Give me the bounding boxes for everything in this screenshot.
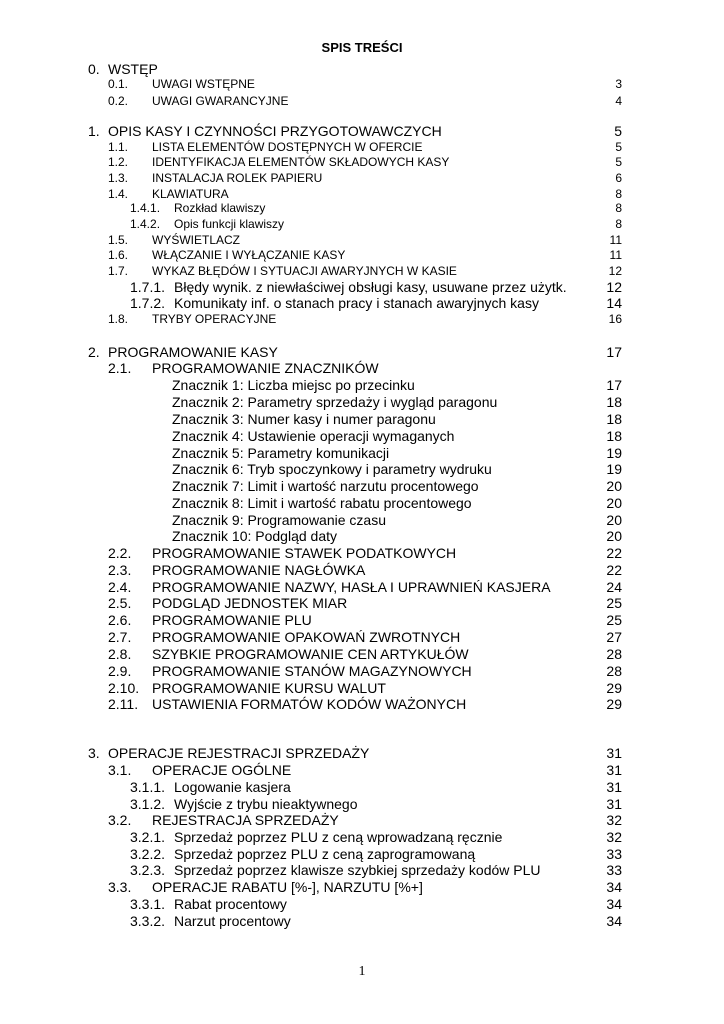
toc-entry-page: 19 <box>606 461 622 477</box>
toc-entry-page: 31 <box>606 779 622 795</box>
toc-entry-page: 5 <box>614 123 622 139</box>
toc-entry-page: 17 <box>606 344 622 360</box>
toc-entry-number: 1.7. <box>108 264 129 278</box>
toc-entry-number: 1.7.2. <box>130 295 166 311</box>
toc-entry-page: 34 <box>606 879 622 895</box>
toc-entry <box>0 76 724 92</box>
toc-entry-title: PROGRAMOWANIE STANÓW MAGAZYNOWYCH <box>152 663 472 679</box>
toc-entry <box>0 912 724 930</box>
toc-entry-title: PROGRAMOWANIE KURSU WALUT <box>152 680 386 696</box>
toc-entry-title: Znacznik 6: Tryb spoczynkowy i parametry wydruku <box>172 461 492 477</box>
toc-entry-page: 20 <box>606 512 622 528</box>
toc-entry-page: 18 <box>606 411 622 427</box>
toc-entry-page: 8 <box>615 217 622 231</box>
toc-entry-title: Logowanie kasjera <box>174 779 291 795</box>
toc-entry-page: 31 <box>606 796 622 812</box>
toc-entry-title: Znacznik 5: Parametry komunikacji <box>172 445 390 461</box>
toc-entry-number: 2. <box>88 344 100 360</box>
toc-entry-page: 27 <box>606 629 622 645</box>
toc-entry <box>0 232 724 248</box>
toc-entry-number: 2.1. <box>108 360 132 376</box>
toc-entry-number: 1. <box>88 123 100 139</box>
toc-entry-title: Znacznik 2: Parametry sprzedaży i wygląd paragonu <box>172 394 498 410</box>
toc-entry <box>0 359 724 377</box>
toc-entry <box>0 200 724 216</box>
toc-entry-page: 18 <box>606 394 622 410</box>
toc-entry-number: 2.9. <box>108 663 132 679</box>
toc-entry-page: 25 <box>606 612 622 628</box>
toc-entry-number: 1.3. <box>108 171 129 185</box>
toc-entry <box>0 477 724 495</box>
toc-entry <box>0 561 724 579</box>
toc-entry <box>0 427 724 445</box>
toc-entry <box>0 811 724 829</box>
toc-entry-title: USTAWIENIA FORMATÓW KODÓW WAŻONYCH <box>152 696 467 712</box>
toc-entry <box>0 662 724 680</box>
toc-entry-page: 22 <box>606 562 622 578</box>
toc-entry <box>0 628 724 646</box>
toc-entry-title: OPERACJE OGÓLNE <box>152 762 292 778</box>
toc-entry-number: 2.2. <box>108 545 132 561</box>
toc-entry-title: Błędy wynik. z niewłaściwej obsługi kasy, usuwane przez użytk. <box>174 279 567 295</box>
toc-entry-title: Komunikaty inf. o stanach pracy i stanach awaryjnych kasy <box>174 295 539 311</box>
toc-entry-title: Rabat procentowy <box>174 896 287 912</box>
toc-entry-number: 3. <box>88 745 100 761</box>
toc-entry-number: 3.2. <box>108 812 132 828</box>
toc-entry <box>0 695 724 713</box>
toc-entry-title: PODGLĄD JEDNOSTEK MIAR <box>152 595 348 611</box>
toc-entry-number: 3.2.1. <box>130 829 166 845</box>
toc-entry-title: Znacznik 7: Limit i wartość narzutu procentowego <box>172 478 479 494</box>
toc-entry <box>0 393 724 411</box>
toc-entry-title: WŁĄCZANIE I WYŁĄCZANIE KASY <box>152 248 346 262</box>
toc-entry-title: Znacznik 9: Programowanie czasu <box>172 512 386 528</box>
toc-entry <box>0 216 724 232</box>
toc-entry-title: Znacznik 3: Numer kasy i numer paragonu <box>172 411 436 427</box>
toc-entry-number: 2.10. <box>108 680 140 696</box>
toc-entry <box>0 895 724 913</box>
toc-entry-title: Opis funkcji klawiszy <box>174 217 285 231</box>
toc-entry <box>0 93 724 109</box>
toc-entry-page: 28 <box>606 646 622 662</box>
toc-entry-page: 19 <box>606 445 622 461</box>
toc-entry-page: 29 <box>606 680 622 696</box>
toc-entry-number: 3.2.3. <box>130 862 166 878</box>
toc-entry-number: 2.3. <box>108 562 132 578</box>
toc-entry-number: 0.2. <box>108 94 129 108</box>
toc-entry <box>0 139 724 155</box>
toc-entry-title: OPIS KASY I CZYNNOŚCI PRZYGOTOWAWCZYCH <box>108 123 442 139</box>
toc-entry <box>0 744 724 762</box>
toc-entry <box>0 594 724 612</box>
toc-entry-number: 1.4. <box>108 187 129 201</box>
toc-entry-page: 3 <box>615 77 622 91</box>
toc-entry-title: Sprzedaż poprzez PLU z ceną zaprogramowaną <box>174 846 476 862</box>
toc-entry-title: SZYBKIE PROGRAMOWANIE CEN ARTYKUŁÓW <box>152 646 469 662</box>
toc-entry-page: 31 <box>606 762 622 778</box>
toc-entry-title: TRYBY OPERACYJNE <box>152 312 277 326</box>
toc-entry-number: 2.6. <box>108 612 132 628</box>
toc-entry-number: 1.1. <box>108 140 129 154</box>
toc-entry-number: 1.8. <box>108 312 129 326</box>
toc-entry-page: 6 <box>615 171 622 185</box>
toc-entry <box>0 544 724 562</box>
toc-entry-number: 3.1. <box>108 762 132 778</box>
toc-entry-page: 20 <box>606 478 622 494</box>
toc-entry-page: 18 <box>606 428 622 444</box>
toc-entry-page: 17 <box>606 377 622 393</box>
toc-entry-page: 8 <box>615 187 622 201</box>
toc-entry <box>0 376 724 394</box>
toc-entry-title: Znacznik 8: Limit i wartość rabatu procentowego <box>172 495 472 511</box>
toc-entry-page: 32 <box>606 812 622 828</box>
toc-entry-number: 3.3.1. <box>130 896 166 912</box>
toc-entry-page: 16 <box>608 312 622 326</box>
toc-entry-page: 8 <box>615 201 622 215</box>
toc-entry-title: KLAWIATURA <box>152 187 229 201</box>
toc-entry <box>0 410 724 428</box>
toc-entry-page: 22 <box>606 545 622 561</box>
toc-entry-page: 31 <box>606 745 622 761</box>
toc-entry-title: WYŚWIETLACZ <box>152 233 241 247</box>
toc-entry-page: 4 <box>615 94 622 108</box>
toc-entry-title: WSTĘP <box>108 61 158 77</box>
toc-entry-title: Narzut procentowy <box>174 913 291 929</box>
toc-entry <box>0 311 724 327</box>
page-number-footer: 1 <box>358 964 366 979</box>
toc-entry-title: OPERACJE REJESTRACJI SPRZEDAŻY <box>108 745 370 761</box>
toc-entry-title: Znacznik 1: Liczba miejsc po przecinku <box>172 377 415 393</box>
toc-entry <box>0 263 724 279</box>
toc-entry-page: 32 <box>606 829 622 845</box>
toc-entry <box>0 154 724 170</box>
toc-entry-title: Znacznik 4: Ustawienie operacji wymaganych <box>172 428 455 444</box>
toc-entry <box>0 828 724 846</box>
toc-entry-page: 11 <box>609 248 622 262</box>
toc-entry <box>0 611 724 629</box>
toc-entry-title: Rozkład klawiszy <box>174 201 266 215</box>
toc-entry <box>0 645 724 663</box>
toc-entry-title: Znacznik 10: Podgląd daty <box>172 528 337 544</box>
toc-entry-number: 0.1. <box>108 77 129 91</box>
toc-entry-number: 2.7. <box>108 629 132 645</box>
toc-entry-title: PROGRAMOWANIE STAWEK PODATKOWYCH <box>152 545 457 561</box>
toc-entry-page: 12 <box>608 264 622 278</box>
toc-entry-number: 1.6. <box>108 248 129 262</box>
toc-entry-number: 2.11. <box>108 696 139 712</box>
toc-entry-title: LISTA ELEMENTÓW DOSTĘPNYCH W OFERCIE <box>152 140 423 154</box>
toc-entry-number: 2.4. <box>108 579 132 595</box>
toc-entry <box>0 460 724 478</box>
toc-entry-title: PROGRAMOWANIE NAGŁÓWKA <box>152 562 366 578</box>
toc-entry-title: UWAGI WSTĘPNE <box>152 77 255 91</box>
toc-entry-page: 29 <box>606 696 622 712</box>
toc-entry-number: 1.5. <box>108 233 129 247</box>
toc-entry-page: 5 <box>615 140 622 154</box>
toc-entry-page: 14 <box>606 295 622 311</box>
toc-entry-page: 25 <box>606 595 622 611</box>
toc-entry-number: 3.1.2. <box>130 796 166 812</box>
toc-entry <box>0 247 724 263</box>
page-title: SPIS TREŚCI <box>321 40 403 55</box>
toc-entry-number: 3.3. <box>108 879 132 895</box>
toc-entry-page: 20 <box>606 495 622 511</box>
toc-entry-page: 12 <box>606 279 622 295</box>
toc-entry <box>0 861 724 879</box>
toc-entry-page: 24 <box>606 579 622 595</box>
toc-entry-page: 5 <box>615 155 622 169</box>
toc-entry <box>0 527 724 545</box>
toc-entry <box>0 294 724 312</box>
toc-entry <box>0 122 724 140</box>
toc-entry <box>0 494 724 512</box>
toc-entry-number: 3.3.2. <box>130 913 166 929</box>
toc-entry-title: WYKAZ BŁĘDÓW I SYTUACJI AWARYJNYCH W KASIE <box>152 264 457 278</box>
toc-entry-title: OPERACJE RABATU [%-], NARZUTU [%+] <box>152 879 423 895</box>
toc-entry-page: 11 <box>609 233 622 247</box>
toc-entry-title: REJESTRACJA SPRZEDAŻY <box>152 812 339 828</box>
toc-entry <box>0 170 724 186</box>
toc-entry-title: Wyjście z trybu nieaktywnego <box>174 796 358 812</box>
toc-entry-title: Sprzedaż poprzez PLU z ceną wprowadzaną ręcznie <box>174 829 503 845</box>
toc-entry-number: 3.1.1. <box>130 779 166 795</box>
toc-entry-number: 2.5. <box>108 595 132 611</box>
toc-entry-number: 1.2. <box>108 155 129 169</box>
toc-entry-number: 1.7.1. <box>130 279 166 295</box>
toc-entry-number: 3.2.2. <box>130 846 166 862</box>
toc-entry-page: 28 <box>606 663 622 679</box>
toc-entry-page: 20 <box>606 528 622 544</box>
toc-entry-title: PROGRAMOWANIE NAZWY, HASŁA I UPRAWNIEŃ KASJERA <box>152 579 551 595</box>
toc-entry-title: IDENTYFIKACJA ELEMENTÓW SKŁADOWYCH KASY <box>152 155 450 169</box>
toc-entry-number: 0. <box>88 61 100 77</box>
toc-entry-number: 1.4.2. <box>130 217 161 231</box>
toc-entry <box>0 761 724 779</box>
toc-entry-title: PROGRAMOWANIE OPAKOWAŃ ZWROTNYCH <box>152 629 461 645</box>
toc-entry-title: PROGRAMOWANIE KASY <box>108 344 278 360</box>
toc-entry-title: INSTALACJA ROLEK PAPIERU <box>152 171 323 185</box>
toc-entry-page: 34 <box>606 913 622 929</box>
toc-entry-page: 33 <box>606 846 622 862</box>
toc-entry-title: UWAGI GWARANCYJNE <box>152 94 289 108</box>
toc-entry <box>0 878 724 896</box>
toc-entry-page: 33 <box>606 862 622 878</box>
toc-entry-page: 34 <box>606 896 622 912</box>
toc-entry-title: PROGRAMOWANIE ZNACZNIKÓW <box>152 360 379 376</box>
toc-entry-title: PROGRAMOWANIE PLU <box>152 612 312 628</box>
toc-entry-title: Sprzedaż poprzez klawisze szybkiej sprzedaży kodów PLU <box>174 862 541 878</box>
toc-entry-number: 1.4.1. <box>130 201 161 215</box>
toc-entry <box>0 778 724 796</box>
toc-entry-number: 2.8. <box>108 646 132 662</box>
